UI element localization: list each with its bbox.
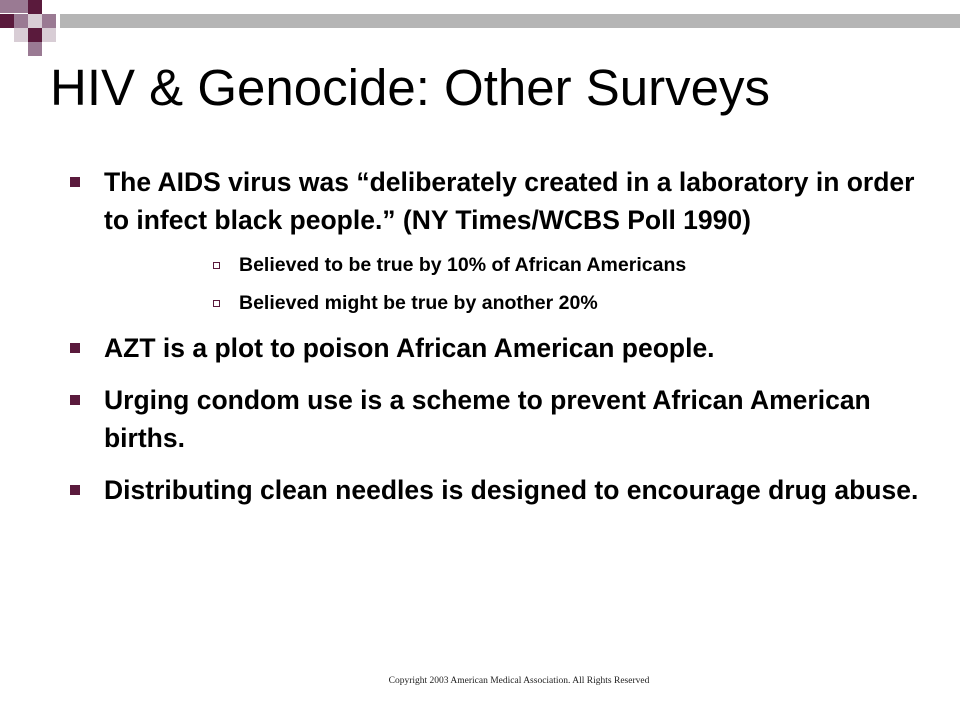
square-bullet-icon <box>70 177 80 187</box>
sub-bullet-item <box>66 291 946 315</box>
sub-bullet-text: Believed might be true by another 20% <box>239 292 598 314</box>
bullet-item <box>66 163 946 239</box>
copyright-footer: Copyright 2003 American Medical Association. All Rights Reserved <box>388 676 650 686</box>
square-bullet-icon <box>70 343 80 353</box>
sub-bullet-item <box>66 253 946 277</box>
bullet-text: The AIDS virus was “deliberately created in a laboratory in order to infect black people.” (NY Times/WCBS Poll 1990) <box>104 167 915 235</box>
bullet-list <box>66 163 946 509</box>
slide-title: HIV & Genocide: Other Surveys <box>50 59 770 116</box>
square-bullet-icon <box>70 395 80 405</box>
bullet-item <box>66 471 946 509</box>
hollow-square-bullet-icon <box>213 300 220 307</box>
bullet-item <box>66 329 946 367</box>
bullet-text: Urging condom use is a scheme to prevent African American births. <box>104 385 871 453</box>
square-bullet-icon <box>70 485 80 495</box>
hollow-square-bullet-icon <box>213 262 220 269</box>
header-decoration <box>0 0 960 60</box>
bullet-text: Distributing clean needles is designed to encourage drug abuse. <box>104 475 919 505</box>
sub-bullet-text: Believed to be true by 10% of African Americans <box>239 254 687 276</box>
bullet-text: AZT is a plot to poison African American people. <box>104 333 715 363</box>
bullet-item <box>66 381 946 457</box>
